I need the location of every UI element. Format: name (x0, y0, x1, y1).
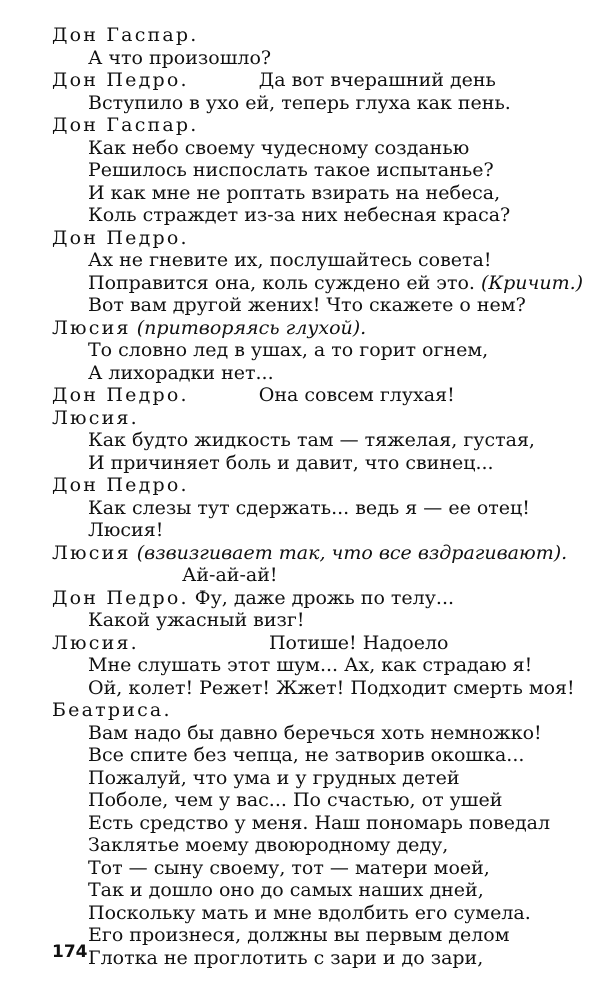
verse-line: Как будто жидкость там — тяжелая, густая, (88, 429, 535, 451)
verse-line: Заклятье моему двоюродному деду, (88, 834, 449, 856)
speaker-name: Люсия (52, 316, 131, 339)
verse-line: А что произошло? (88, 46, 272, 69)
verse-line: Люсия! (88, 519, 164, 541)
speaker-name: Люсия (52, 541, 131, 564)
verse-text: Фу, даже дрожь по телу... (194, 586, 455, 609)
verse-text: Потише! Надоело (268, 631, 449, 654)
verse-line: Пожалуй, что ума и у грудных детей (88, 766, 460, 789)
verse-text: Поправится она, коль суждено ей это. (88, 271, 475, 294)
verse-text: Да вот вчерашний день (258, 69, 496, 91)
speaker-line (52, 114, 592, 137)
stage-direction: (Кричит.) (481, 271, 584, 294)
speaker-line (52, 474, 592, 497)
speaker-name: Люсия. (52, 406, 139, 429)
verse-line: То словно лед в ушах, а то горит огнем, (88, 339, 489, 361)
speaker-name: Дон Гаспар. (52, 24, 199, 46)
speaker-name: Дон Педро. (52, 69, 189, 91)
speaker-line (52, 542, 592, 565)
verse-line: Ай-ай-ай! (182, 564, 278, 586)
verse-line: Его произнеся, должны вы первым делом (88, 924, 510, 946)
verse-line: Так и дошло оно до самых наших дней, (88, 879, 484, 901)
speaker-name: Люсия. (52, 631, 139, 654)
verse-line: И как мне не роптать взирать на небеса, (88, 181, 501, 204)
stage-direction: (притворяясь глухой). (136, 316, 367, 339)
speaker-line (52, 384, 592, 407)
verse-line: Все спите без чепца, не затворив окошка... (88, 744, 525, 766)
speaker-name: Дон Педро. (52, 226, 189, 249)
verse-line: И причиняет боль и давит, что свинец... (88, 451, 494, 474)
verse-line: Решилось ниспослать такое испытанье? (88, 159, 494, 181)
verse-line: Как небо своему чудесному созданью (88, 136, 470, 159)
speaker-line (52, 632, 592, 655)
verse-line: Коль страждет из-за них небесная краса? (88, 204, 511, 226)
speaker-line (52, 699, 592, 722)
speaker-line (52, 24, 592, 47)
speaker-line (52, 407, 592, 430)
verse-line: Вот вам другой жених! Что скажете о нем? (88, 294, 526, 316)
speaker-name: Дон Педро. (52, 384, 189, 406)
speaker-name: Дон Педро. (52, 586, 189, 609)
verse-line: Есть средство у меня. Наш пономарь поведал (88, 811, 551, 834)
verse-line: Тот — сыну своему, тот — матери моей, (88, 856, 490, 879)
verse-line: Поскольку мать и мне вдолбить его сумела. (88, 901, 531, 924)
speaker-name: Дон Гаспар. (52, 114, 199, 136)
verse-line: Вам надо бы давно беречься хоть немножко! (88, 721, 542, 744)
speaker-line (52, 587, 592, 610)
verse-line: Вступило в ухо ей, теперь глуха как пень. (88, 91, 511, 114)
verse-line: Глотка не проглотить с зари и до зари, (88, 946, 484, 969)
verse-line: Мне слушать этот шум... Ах, как страдаю я! (88, 654, 533, 676)
verse-text: Она совсем глухая! (258, 384, 455, 406)
verse-line: Ах не гневите их, послушайтесь совета! (88, 249, 492, 271)
speaker-line (52, 69, 592, 92)
speaker-name: Беатриса. (52, 699, 172, 721)
verse-line: Ой, колет! Режет! Жжет! Подходит смерть моя! (88, 676, 575, 699)
play-text (52, 24, 592, 969)
verse-line: Поболе, чем у вас... По счастью, от ушей (88, 789, 503, 811)
verse-line: А лихорадки нет... (88, 361, 274, 384)
speaker-name: Дон Педро. (52, 474, 189, 496)
speaker-line (52, 227, 592, 250)
verse-line (52, 272, 592, 295)
page-number: 174 (52, 942, 88, 962)
verse-line: Как слезы тут сдержать... ведь я — ее отец! (88, 496, 530, 519)
verse-line: Какой ужасный визг! (88, 609, 305, 631)
stage-direction: (взвизгивает так, что все вздрагивают). (136, 541, 568, 564)
speaker-line (52, 317, 592, 340)
